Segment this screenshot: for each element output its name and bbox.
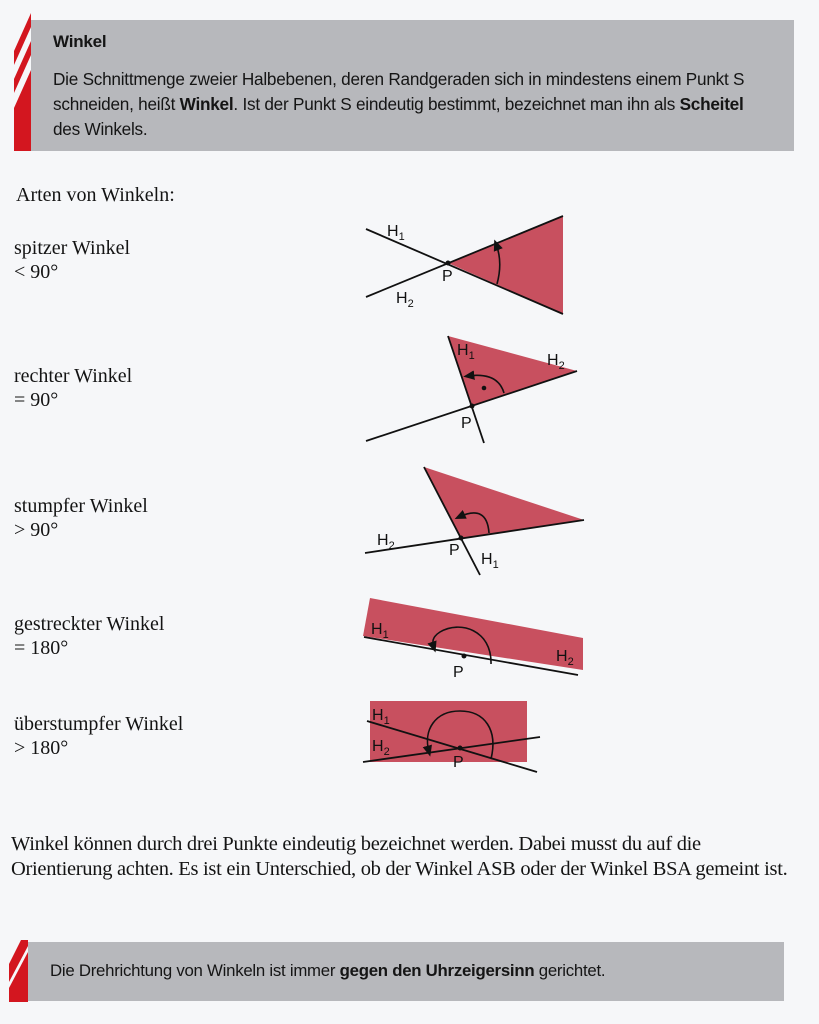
label-p: P (442, 268, 453, 285)
angle-name: gestreckter Winkel (14, 613, 165, 635)
label-h1: $H_1$ (481, 551, 499, 571)
diagram-reflex-angle (363, 701, 540, 772)
term-winkel: Winkel (179, 94, 234, 114)
label-h1: $H_1$ (457, 342, 475, 362)
orientation-paragraph: Winkel können durch drei Punkte eindeutig bezeichnet werden. Dabei musst du auf die Orientierung achten. Es ist ein Unterschied, ob der Winkel ASB oder der Winkel BSA gemeint ist. (11, 833, 788, 880)
label-h2: $H_2$ (377, 532, 395, 552)
angle-name: stumpfer Winkel (14, 495, 148, 517)
angle-measure: > 180° (14, 737, 69, 759)
angle-name: rechter Winkel (14, 365, 133, 387)
label-h2: $H_2$ (547, 352, 565, 372)
label-p: P (461, 415, 472, 432)
angle-measure: > 90° (14, 519, 59, 541)
angle-measure: < 90° (14, 261, 59, 283)
label-p: P (453, 754, 464, 771)
note-text-part: Die Drehrichtung von Winkeln ist immer (50, 961, 340, 980)
red-stripe-decoration (9, 940, 28, 1002)
angle-name: überstumpfer Winkel (14, 713, 184, 735)
label-h1: $H_1$ (371, 621, 389, 641)
label-p: P (449, 542, 460, 559)
label-h2: $H_2$ (396, 290, 414, 310)
angle-name: spitzer Winkel (14, 237, 131, 259)
definition-text-part: des Winkels. (53, 119, 148, 139)
note-text (50, 958, 790, 983)
diagram-obtuse-angle (365, 467, 584, 575)
label-h2: $H_2$ (556, 648, 574, 668)
term-scheitel: Scheitel (679, 94, 744, 114)
definition-title: Winkel (53, 32, 107, 51)
note-emphasis: gegen den Uhrzeigersinn (339, 961, 535, 980)
label-h1: $H_1$ (372, 707, 390, 727)
note-text-part: gerichtet. (534, 961, 606, 980)
label-h2: $H_2$ (372, 738, 390, 758)
angle-measure: = 180° (14, 637, 69, 659)
diagram-right-angle (366, 336, 577, 443)
diagram-acute-angle (366, 216, 563, 314)
angle-measure: = 90° (14, 389, 59, 411)
section-heading: Arten von Winkeln: (16, 184, 175, 206)
diagram-straight-angle (363, 598, 583, 681)
label-p: P (453, 664, 464, 681)
definition-text-part: Die Schnittmenge zweier Halbebenen, deren Randgeraden sich in mindestens einem Punkt S schneiden, heißt (53, 69, 745, 114)
note-box (28, 942, 784, 1001)
label-h1: $H_1$ (387, 223, 405, 243)
definition-text-part: . Ist der Punkt S eindeutig bestimmt, bezeichnet man ihn als (233, 94, 680, 114)
